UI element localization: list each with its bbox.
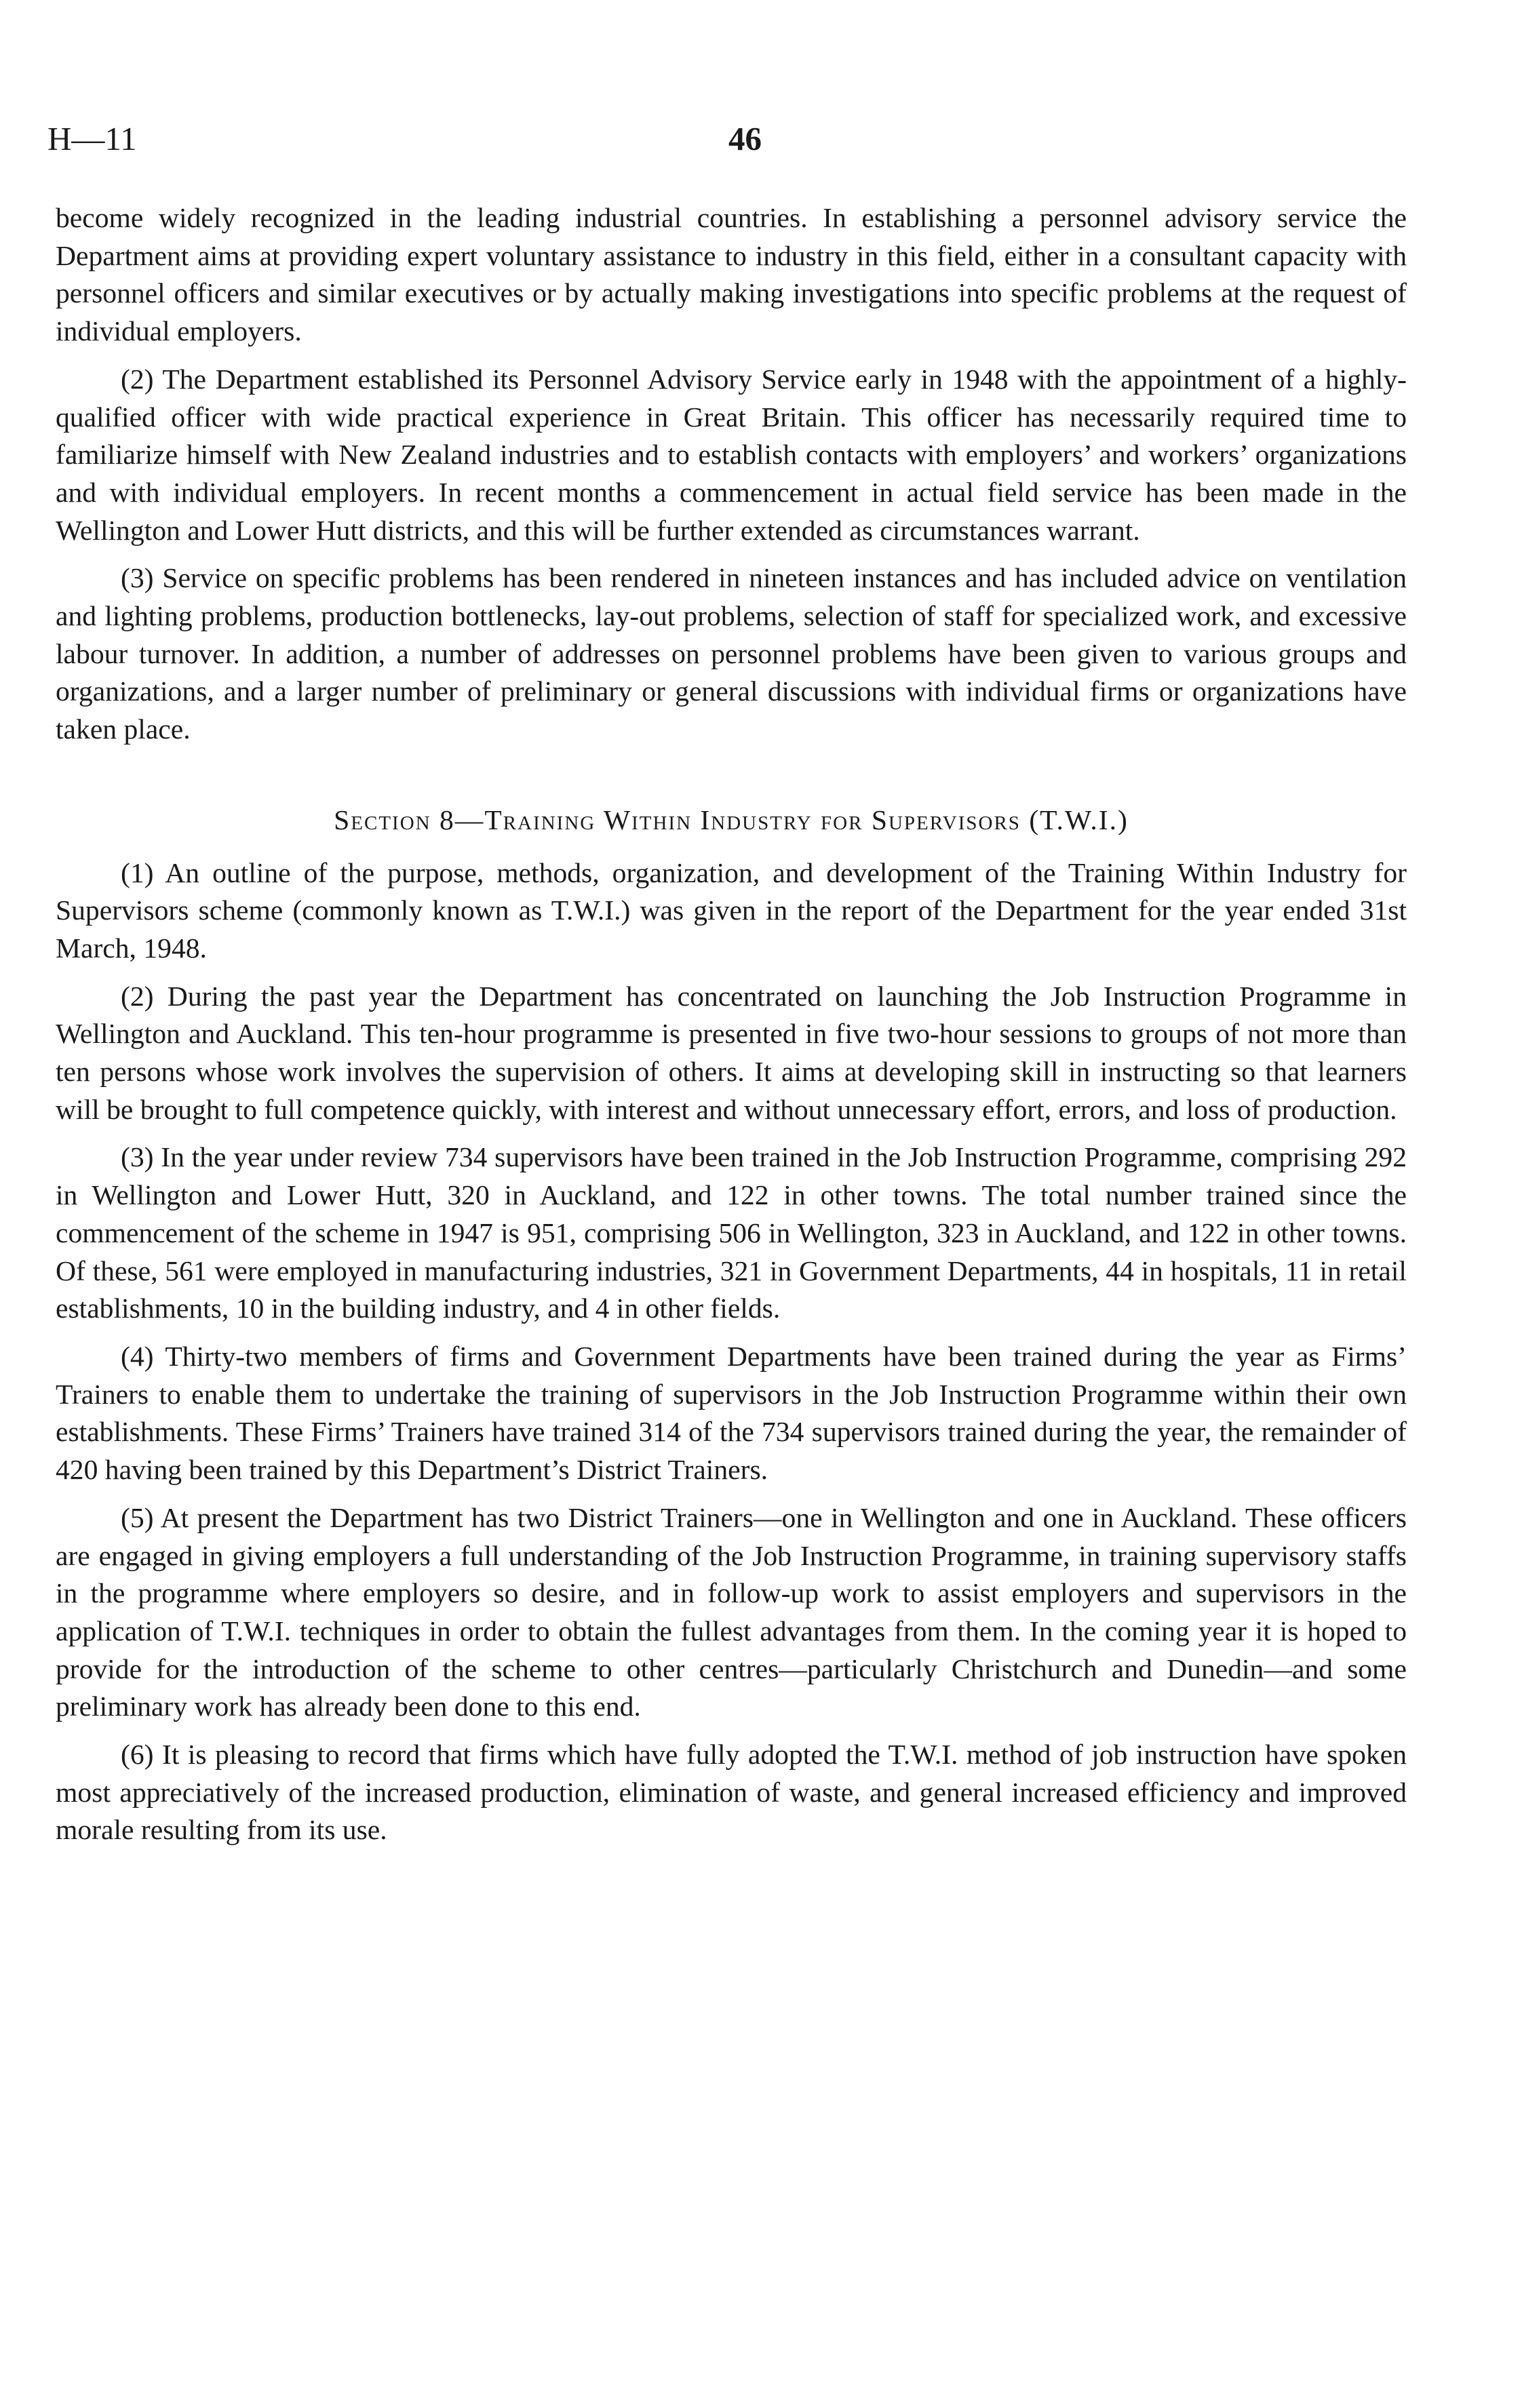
paragraph: (3) In the year under review 734 supervisors have been trained in the Job Instruction Programme, comprising 292 in Wellington and Lower Hutt, 320 in Auckland, and 122 in other towns. The total number trained since the commencement of the scheme in 1947 is 951, comprising 506 in Wellington, 323 in Auckland, and 122 in other towns. Of these, 561 were employed in manufacturing industries, 321 in Government Departments, 44 in hospitals, 11 in retail establishments, 10 in the building industry, and 4 in other fields.: [56, 1141, 1407, 1324]
paragraph-continuation: become widely recognized in the leading industrial countries. In establishing a personnel advisory service the Department aims at providing expert voluntary assistance to industry in this field, either in a consultant capacity with personnel officers and similar executives or by actually making investigations into specific problems at the request of individual employers.: [56, 202, 1407, 347]
paragraph: (1) An outline of the purpose, methods, organization, and development of the Training Within Industry for Supervisors scheme (commonly known as T.W.I.) was given in the report of the Department for the year ended 31st March, 1948.: [56, 856, 1407, 964]
paragraph: (3) Service on specific problems has been rendered in nineteen instances and has included advice on ventilation and lighting problems, production bottlenecks, lay-out problems, selection of staff for specialized work, and excessive labour turnover. In addition, a number of addresses on personnel problems have been given to various groups and organizations, and a larger number of preliminary or general discussions with individual firms or organizations have taken place.: [56, 562, 1407, 745]
document-reference: H—11: [47, 120, 137, 157]
page-header: [47, 115, 1404, 163]
paragraph: (4) Thirty-two members of firms and Government Departments have been trained during the year as Firms’ Trainers to enable them to undertake the training of supervisors in the Job Instruction Programme within their own establishments. These Firms’ Trainers have trained 314 of the 734 supervisors trained during the year, the remainder of 420 having been trained by this Department’s District Trainers.: [56, 1340, 1407, 1486]
section-heading: Section 8—Training Within Industry for Supervisors (T.W.I.): [334, 804, 1129, 835]
paragraph: (6) It is pleasing to record that firms which have fully adopted the T.W.I. method of job instruction have spoken most appreciatively of the increased production, elimination of waste, and general increased efficiency and improved morale resulting from its use.: [56, 1739, 1407, 1846]
paragraph: (2) During the past year the Department has concentrated on launching the Job Instruction Programme in Wellington and Auckland. This ten-hour programme is presented in five two-hour sessions to groups of not more than ten persons whose work involves the supervision of others. It aims at developing skill in instructing so that learners will be brought to full competence quickly, with interest and without unnecessary effort, errors, and loss of production.: [56, 980, 1407, 1125]
paragraph: (2) The Department established its Personnel Advisory Service early in 1948 with the appointment of a highly-qualified officer with wide practical experience in Great Britain. This officer has necessarily required time to familiarize himself with New Zealand industries and to establish contacts with employers’ and workers’ organizations and with individual employers. In recent months a commencement in actual field service has been made in the Wellington and Lower Hutt districts, and this will be further extended as circumstances warrant.: [56, 363, 1407, 546]
paragraph: (5) At present the Department has two District Trainers—one in Wellington and one in Auckland. These officers are engaged in giving employers a full understanding of the Job Instruction Programme, in training supervisory staffs in the programme where employers so desire, and in follow-up work to assist employers and supervisors in the application of T.W.I. techniques in order to obtain the fullest advantages from them. In the coming year it is hoped to provide for the introduction of the scheme to other centres—particularly Christchurch and Dunedin—and some preliminary work has already been done to this end.: [56, 1501, 1407, 1722]
body-text: [56, 199, 1407, 1859]
page-number: 46: [728, 120, 762, 157]
